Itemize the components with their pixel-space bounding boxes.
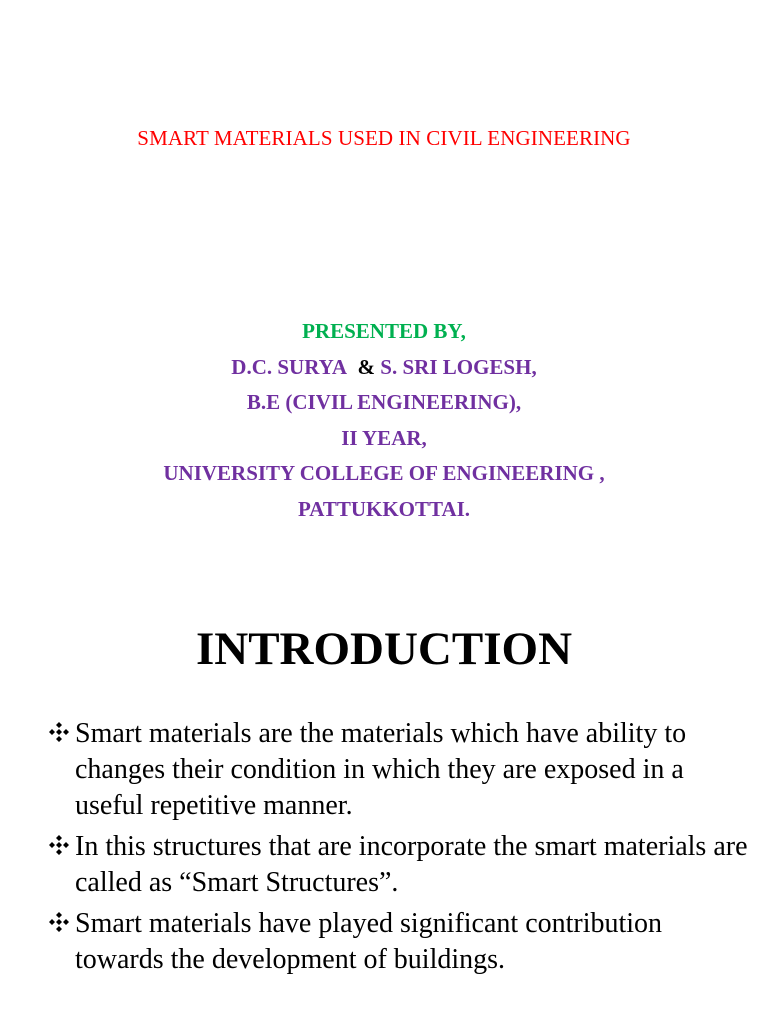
intro-heading: INTRODUCTION — [195, 623, 573, 675]
presenter-year: II YEAR, — [341, 425, 427, 450]
presenter-block — [0, 314, 768, 527]
list-item — [48, 829, 748, 901]
presenter-degree: B.E (CIVIL ENGINEERING), — [246, 390, 522, 414]
bullet-list — [48, 716, 748, 983]
diamond-bullet-icon — [48, 834, 70, 856]
presenter-ampersand: & — [357, 354, 376, 379]
bullet-text: Smart materials have played significant contribution towards the development of buildings. — [75, 908, 663, 975]
presented-by-label: PRESENTED BY, — [302, 319, 466, 343]
list-item — [48, 716, 748, 824]
diamond-bullet-icon — [48, 911, 70, 933]
presenter-city: PATTUKKOTTAI. — [297, 496, 471, 521]
presentation-title: SMART MATERIALS USED IN CIVIL ENGINEERING — [137, 126, 631, 150]
diamond-bullet-icon — [48, 721, 70, 743]
presenter-name-1: D.C. SURYA — [231, 354, 348, 379]
bullet-text: In this structures that are incorporate the smart materials are called as “Smart Structures”. — [75, 831, 748, 898]
presenter-college: UNIVERSITY COLLEGE OF ENGINEERING , — [163, 461, 605, 485]
list-item — [48, 906, 748, 978]
presenter-name-2: S. SRI LOGESH, — [380, 354, 537, 379]
bullet-text: Smart materials are the materials which have ability to changes their condition in which they are exposed in a useful repetitive manner. — [75, 718, 687, 821]
presenter-names-line — [0, 350, 768, 386]
